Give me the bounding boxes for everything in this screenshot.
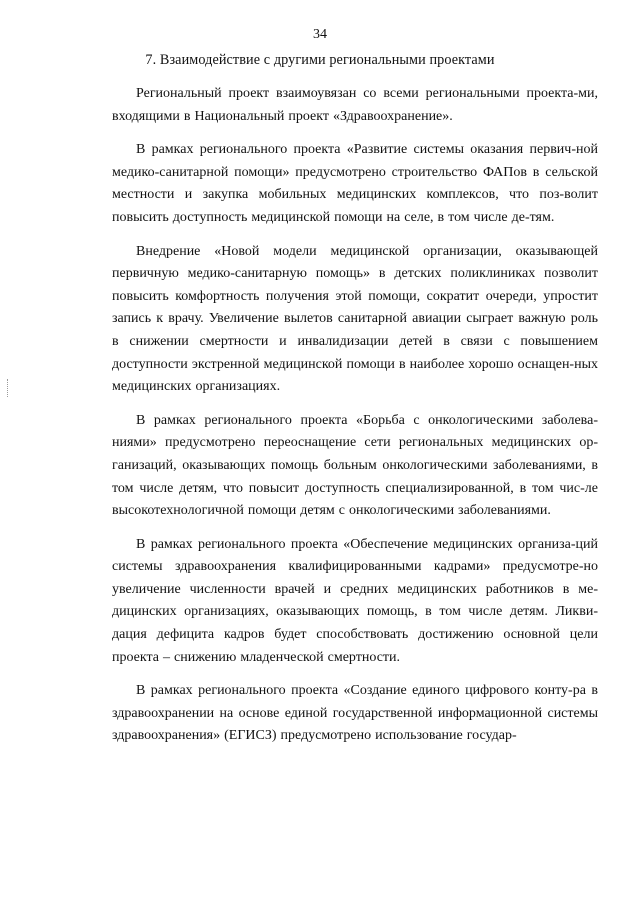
paragraph: Региональный проект взаимоувязан со всеми региональными проекта-ми, входящими в Национальный проект «Здравоохранение».	[112, 86, 598, 124]
section-title: 7. Взаимодействие с другими региональными проектами	[145, 52, 495, 68]
paragraph: В рамках регионального проекта «Создание единого цифрового конту-ра в здравоохранении на основе единой государственной информационной системы здравоохранения» (ЕГИСЗ) предусмотрено использование государ-	[112, 683, 598, 744]
paragraph: В рамках регионального проекта «Развитие системы оказания первич-ной медико-санитарной помощи» предусмотрено строительство ФАПов в сельской местности и закупка мобильных медицинских комплексов, что поз-волит повысить доступность медицинской помощи на селе, в том числе де-тям.	[112, 142, 598, 225]
body-text	[112, 83, 598, 748]
paragraph: В рамках регионального проекта «Борьба с онкологическими заболева-ниями» предусмотрено переоснащение сети региональных медицинских ор-ганизаций, оказывающих помощь больным онкологическими заболеваниями, в том числе детям, что повысит доступность специализированной, в том чис-ле высокотехнологичной помощи детям с онкологическими заболеваниями.	[112, 412, 598, 519]
paragraph: Внедрение «Новой модели медицинской организации, оказывающей первичную медико-санитарную помощь» в детских поликлиниках позволит повысить комфортность получения этой помощи, сократит очереди, упростит запись к врачу. Увеличение вылетов санитарной авиации сыграет важную роль в снижении смертности и инвалидизации детей в связи с повышением доступности экстренной медицинской помощи в наиболее хорошо оснащен-ных медицинских организациях.	[112, 243, 598, 395]
scan-margin-mark	[7, 379, 10, 397]
paragraph: В рамках регионального проекта «Обеспечение медицинских организа-ций системы здравоохранения квалифицированными кадрами» предусмотре-но увеличение численности врачей и средних медицинских работников в ме-дицинских организациях, оказывающих помощь, в том числе детям. Ликви-дация дефицита кадров будет способствовать достижению основной цели проекта – снижению младенческой смертности.	[112, 536, 598, 665]
page-number: 34	[313, 27, 327, 42]
